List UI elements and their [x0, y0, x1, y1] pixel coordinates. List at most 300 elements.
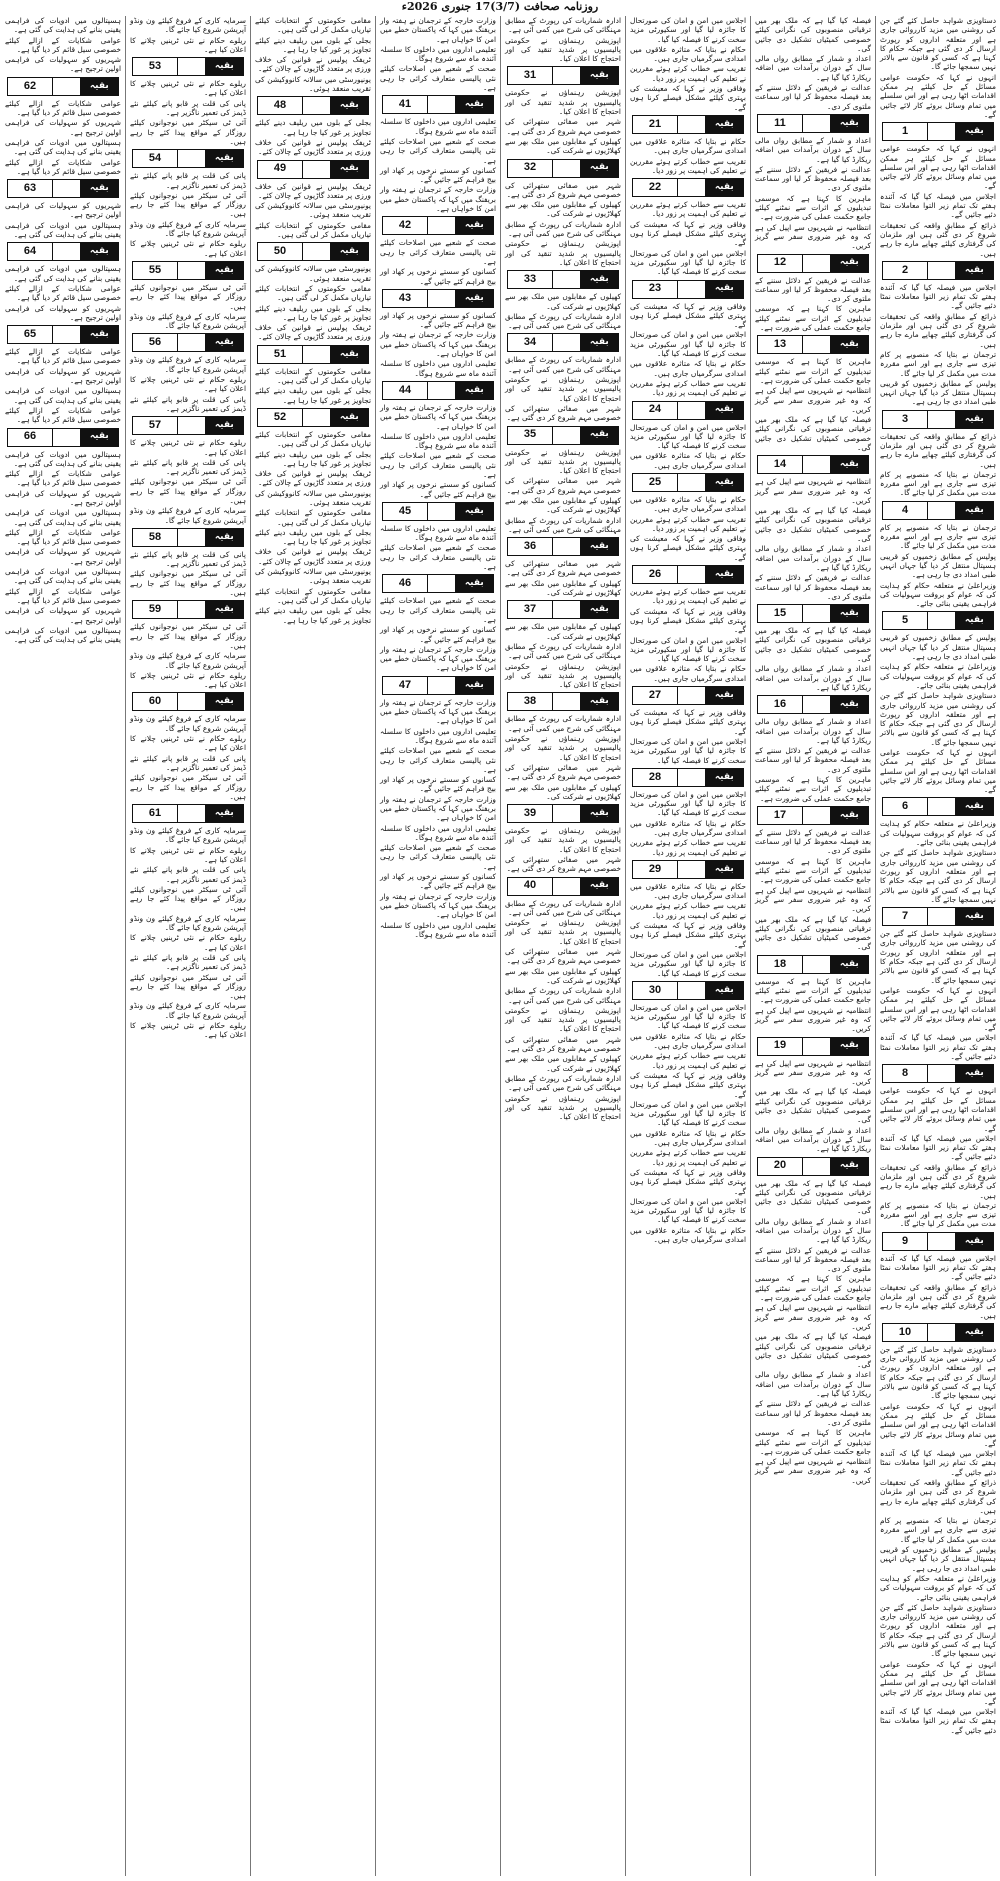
continuation-box — [632, 686, 744, 705]
article-paragraph: انہوں نے کہا کہ حکومت عوامی مسائل کے حل کیلئے ہر ممکن اقدامات اٹھا رہی ہے اور اس سلسلے میں تمام وسائل بروئے کار لائے جائیں گے۔ — [880, 748, 996, 795]
article-paragraph: ہسپتالوں میں ادویات کی فراہمی یقینی بنانے کی ہدایت کی گئی ہے۔ — [5, 386, 121, 405]
continuation-box — [757, 114, 869, 133]
article-paragraph: فیصلہ کیا گیا ہے کہ ملک بھر میں ترقیاتی منصوبوں کی نگرانی کیلئے خصوصی کمیٹیاں تشکیل دی جائیں گی۔ — [755, 1332, 871, 1370]
article-paragraph: صحت کے شعبے میں اصلاحات کیلئے نئی پالیسی متعارف کرائی جا رہی ہے۔ — [380, 64, 496, 93]
continuation-label: بقیہ — [206, 150, 243, 167]
continuation-label: بقیہ — [831, 336, 868, 353]
article-paragraph: یونیورسٹی میں سالانہ کانووکیشن کی تقریب منعقد ہوئی۔ — [255, 488, 371, 507]
article-paragraph: ہسپتالوں میں ادویات کی فراہمی یقینی بنانے کی ہدایت کی گئی ہے۔ — [5, 264, 121, 283]
continuation-box — [132, 261, 244, 280]
continuation-box — [257, 345, 369, 364]
article-paragraph: سرمایہ کاری کے فروغ کیلئے ون ونڈو آپریشن شروع کیا جائے گا۔ — [130, 355, 246, 374]
continuation-box — [257, 408, 369, 427]
article-paragraph: پولیس کے مطابق زخمیوں کو قریبی ہسپتال منتقل کر دیا گیا جہاں انہیں طبی امداد دی جا رہی ہے۔ — [880, 378, 996, 407]
article-paragraph: شہریوں کو سہولیات کی فراہمی اولین ترجیح ہے۔ — [5, 606, 121, 625]
article-paragraph: سرمایہ کاری کے فروغ کیلئے ون ونڈو آپریشن شروع کیا جائے گا۔ — [130, 913, 246, 933]
article-paragraph: بجلی کے بلوں میں ریلیف دینے کیلئے تجاویز پر غور کیا جا رہا ہے۔ — [255, 35, 371, 54]
article-paragraph: مقامی حکومتوں کے انتخابات کیلئے تیاریاں مکمل کر لی گئی ہیں۔ — [255, 586, 371, 605]
continuation-box — [882, 410, 994, 429]
article-paragraph: حکام نے بتایا کہ متاثرہ علاقوں میں امدادی سرگرمیاں جاری ہیں۔ — [630, 451, 746, 470]
continuation-number: 4 — [883, 502, 928, 519]
continuation-box — [882, 1064, 994, 1083]
continuation-label: بقیہ — [581, 601, 618, 618]
continuation-number: 64 — [8, 243, 53, 260]
article-paragraph: صحت کے شعبے میں اصلاحات کیلئے نئی پالیسی متعارف کرائی جا رہی ہے۔ — [380, 746, 496, 774]
article-paragraph: آئی ٹی سیکٹر میں نوجوانوں کیلئے روزگار کے مواقع پیدا کئے جا رہے ہیں۔ — [130, 884, 246, 913]
article-paragraph: ذرائع کے مطابق واقعہ کی تحقیقات شروع کر دی گئی ہیں اور ملزمان کی گرفتاری کیلئے چھاپے مارے جا رہے ہیں۔ — [880, 1478, 996, 1515]
article-paragraph: بجلی کے بلوں میں ریلیف دینے کیلئے تجاویز پر غور کیا جا رہا ہے۔ — [255, 527, 371, 547]
article-paragraph: عدالت نے فریقین کے دلائل سننے کے بعد فیصلہ محفوظ کر لیا اور سماعت ملتوی کر دی۔ — [755, 827, 871, 856]
continuation-label: بقیہ — [706, 982, 743, 999]
continuation-box — [507, 692, 619, 711]
article-paragraph: یونیورسٹی میں سالانہ کانووکیشن کی تقریب منعقد ہوئی۔ — [255, 201, 371, 220]
continuation-label: بقیہ — [206, 529, 243, 546]
continuation-number: 16 — [758, 696, 803, 713]
continuation-label: بقیہ — [206, 693, 243, 710]
article-paragraph: وزیراعلیٰ نے متعلقہ حکام کو ہدایت کی کہ عوام کو بروقت سہولیات کی فراہمی یقینی بنائی جائے۔ — [880, 1573, 996, 1602]
article-paragraph: مقامی حکومتوں کے انتخابات کیلئے تیاریاں مکمل کر لی گئی ہیں۔ — [255, 283, 371, 303]
article-paragraph: اپوزیشن رہنماؤں نے حکومتی پالیسیوں پر شدید تنقید کی اور احتجاج کا اعلان کیا۔ — [505, 1093, 621, 1122]
article-paragraph: ماہرین کا کہنا ہے کہ موسمی تبدیلیوں کے اثرات سے نمٹنے کیلئے جامع حکمت عملی کی ضرورت ہے۔ — [755, 775, 871, 803]
news-column — [253, 16, 373, 1876]
column-divider — [875, 16, 876, 1876]
continuation-label: بقیہ — [956, 502, 993, 519]
continuation-number: 40 — [508, 878, 553, 895]
article-paragraph: ادارہ شماریات کی رپورٹ کے مطابق مہنگائی کی شرح میں کمی آئی ہے۔ — [505, 355, 621, 374]
article-paragraph: ماہرین کا کہنا ہے کہ موسمی تبدیلیوں کے اثرات سے نمٹنے کیلئے جامع حکمت عملی کی ضرورت ہے۔ — [755, 304, 871, 333]
continuation-label: بقیہ — [706, 687, 743, 704]
article-paragraph: ریلوے حکام نے نئی ٹرینیں چلانے کا اعلان کیا ہے۔ — [130, 933, 246, 952]
continuation-box — [882, 907, 994, 926]
article-paragraph: اجلاس میں فیصلہ کیا گیا کہ آئندہ ہفتے تک تمام زیر التوا معاملات نمٹا دئیے جائیں گے۔ — [880, 1133, 996, 1162]
article-paragraph: پولیس کے مطابق زخمیوں کو قریبی ہسپتال منتقل کر دیا گیا جہاں انہیں طبی امداد دی جا رہی ہے۔ — [880, 633, 996, 662]
article-paragraph: شہریوں کو سہولیات کی فراہمی اولین ترجیح ہے۔ — [5, 366, 121, 386]
article-paragraph: یونیورسٹی میں سالانہ کانووکیشن کی تقریب منعقد ہوئی۔ — [255, 74, 371, 94]
article-paragraph: پانی کی قلت پر قابو پانے کیلئے نئے ڈیمز کی تعمیر ناگزیر ہے۔ — [130, 171, 246, 190]
article-paragraph: وزیراعلیٰ نے متعلقہ حکام کو ہدایت کی کہ عوام کو بروقت سہولیات کی فراہمی یقینی بنائی جائے۔ — [880, 580, 996, 609]
continuation-number: 14 — [758, 456, 803, 473]
article-paragraph: فیصلہ کیا گیا ہے کہ ملک بھر میں ترقیاتی منصوبوں کی نگرانی کیلئے خصوصی کمیٹیاں تشکیل دی جائیں گی۔ — [755, 1087, 871, 1125]
article-paragraph: ترجمان نے بتایا کہ منصوبے پر کام تیزی سے جاری ہے اور اسے مقررہ مدت میں مکمل کر لیا جائے گا۔ — [880, 522, 996, 551]
continuation-number: 54 — [133, 150, 178, 167]
article-paragraph: اجلاس میں امن و امان کی صورتحال کا جائزہ لیا گیا اور سکیورٹی مزید سخت کرنے کا فیصلہ کیا گیا۔ — [630, 1099, 746, 1128]
continuation-label: بقیہ — [706, 402, 743, 419]
article-paragraph: ماہرین کا کہنا ہے کہ موسمی تبدیلیوں کے اثرات سے نمٹنے کیلئے جامع حکمت عملی کی ضرورت ہے۔ — [755, 976, 871, 1005]
article-paragraph: سرمایہ کاری کے فروغ کیلئے ون ونڈو آپریشن شروع کیا جائے گا۔ — [130, 16, 246, 35]
continuation-number: 60 — [133, 693, 178, 710]
article-paragraph: تعلیمی اداروں میں داخلوں کا سلسلہ آئندہ ماہ سے شروع ہوگا۔ — [380, 920, 496, 939]
column-divider — [500, 16, 501, 1876]
continuation-number: 55 — [133, 262, 178, 279]
article-paragraph: سرمایہ کاری کے فروغ کیلئے ون ونڈو آپریشن شروع کیا جائے گا۔ — [130, 1001, 246, 1020]
article-paragraph: عوامی شکایات کے ازالے کیلئے خصوصی سیل قائم کر دیا گیا ہے۔ — [5, 283, 121, 303]
continuation-number: 41 — [383, 96, 428, 113]
article-paragraph: اعداد و شمار کے مطابق رواں مالی سال کے دوران برآمدات میں اضافہ ریکارڈ کیا گیا ہے۔ — [755, 1370, 871, 1399]
article-paragraph: ٹریفک پولیس نے قوانین کی خلاف ورزی پر متعدد گاڑیوں کے چالان کئے۔ — [255, 323, 371, 342]
article-paragraph: حکام نے بتایا کہ متاثرہ علاقوں میں امدادی سرگرمیاں جاری ہیں۔ — [630, 1031, 746, 1051]
continuation-label: بقیہ — [956, 798, 993, 815]
article-paragraph: تقریب سے خطاب کرتے ہوئے مقررین نے تعلیم کی اہمیت پر زور دیا۔ — [630, 901, 746, 920]
continuation-box — [757, 1157, 869, 1176]
article-paragraph: حکام نے بتایا کہ متاثرہ علاقوں میں امدادی سرگرمیاں جاری ہیں۔ — [630, 818, 746, 837]
continuation-label: بقیہ — [206, 58, 243, 75]
article-paragraph: شہریوں کو سہولیات کی فراہمی اولین ترجیح ہے۔ — [5, 547, 121, 566]
article-paragraph: سرمایہ کاری کے فروغ کیلئے ون ونڈو آپریشن شروع کیا جائے گا۔ — [130, 651, 246, 670]
article-paragraph: تعلیمی اداروں میں داخلوں کا سلسلہ آئندہ ماہ سے شروع ہوگا۔ — [380, 523, 496, 543]
continuation-number: 26 — [633, 566, 678, 583]
article-paragraph: تعلیمی اداروں میں داخلوں کا سلسلہ آئندہ ماہ سے شروع ہوگا۔ — [380, 44, 496, 64]
continuation-box — [882, 1232, 994, 1251]
continuation-number: 36 — [508, 538, 553, 555]
article-paragraph: صحت کے شعبے میں اصلاحات کیلئے نئی پالیسی متعارف کرائی جا رہی ہے۔ — [380, 843, 496, 871]
article-paragraph: شہریوں کو سہولیات کی فراہمی اولین ترجیح ہے۔ — [5, 488, 121, 507]
article-paragraph: وفاقی وزیر نے کہا کہ معیشت کی بہتری کیلئے مشکل فیصلے کرنا ہوں گے۔ — [630, 708, 746, 736]
continuation-box — [632, 768, 744, 787]
continuation-number: 6 — [883, 798, 928, 815]
article-paragraph: انتظامیہ نے شہریوں سے اپیل کی ہے کہ وہ غیر ضروری سفر سے گریز کریں۔ — [755, 1303, 871, 1331]
article-paragraph: پولیس کے مطابق زخمیوں کو قریبی ہسپتال منتقل کر دیا گیا جہاں انہیں طبی امداد دی جا رہی ہے۔ — [880, 1545, 996, 1573]
continuation-label: بقیہ — [581, 271, 618, 288]
article-paragraph: اپوزیشن رہنماؤں نے حکومتی پالیسیوں پر شدید تنقید کی اور احتجاج کا اعلان کیا۔ — [505, 88, 621, 117]
article-paragraph: شہر میں صفائی ستھرائی کی خصوصی مہم شروع کر دی گئی ہے۔ — [505, 559, 621, 578]
article-paragraph: سرمایہ کاری کے فروغ کیلئے ون ونڈو آپریشن شروع کیا جائے گا۔ — [130, 219, 246, 239]
continuation-box — [132, 57, 244, 76]
article-paragraph: شہر میں صفائی ستھرائی کی خصوصی مہم شروع کر دی گئی ہے۔ — [505, 1034, 621, 1054]
article-paragraph: آئی ٹی سیکٹر میں نوجوانوں کیلئے روزگار کے مواقع پیدا کئے جا رہے ہیں۔ — [130, 569, 246, 598]
continuation-box — [632, 860, 744, 879]
article-paragraph: عدالت نے فریقین کے دلائل سننے کے بعد فیصلہ محفوظ کر لیا اور سماعت ملتوی کر دی۔ — [755, 83, 871, 111]
article-paragraph: اعداد و شمار کے مطابق رواں مالی سال کے دوران برآمدات میں اضافہ ریکارڈ کیا گیا ہے۔ — [755, 664, 871, 692]
article-paragraph: وفاقی وزیر نے کہا کہ معیشت کی بہتری کیلئے مشکل فیصلے کرنا ہوں گے۔ — [630, 921, 746, 949]
continuation-number: 38 — [508, 693, 553, 710]
continuation-label: بقیہ — [831, 456, 868, 473]
continuation-label: بقیہ — [706, 116, 743, 133]
continuation-box — [757, 455, 869, 474]
continuation-number: 50 — [258, 243, 303, 260]
continuation-number: 35 — [508, 427, 553, 444]
continuation-number: 23 — [633, 281, 678, 298]
news-column — [378, 16, 498, 1876]
article-paragraph: کھیلوں کے مقابلوں میں ملک بھر سے کھلاڑیوں نے شرکت کی۔ — [505, 578, 621, 598]
article-paragraph: اپوزیشن رہنماؤں نے حکومتی پالیسیوں پر شدید تنقید کی اور احتجاج کا اعلان کیا۔ — [505, 734, 621, 762]
article-paragraph: صحت کے شعبے میں اصلاحات کیلئے نئی پالیسی متعارف کرائی جا رہی ہے۔ — [380, 543, 496, 572]
article-paragraph: اجلاس میں امن و امان کی صورتحال کا جائزہ لیا گیا اور سکیورٹی مزید سخت کرنے کا فیصلہ کیا گیا۔ — [630, 789, 746, 818]
article-paragraph: اجلاس میں امن و امان کی صورتحال کا جائزہ لیا گیا اور سکیورٹی مزید سخت کرنے کا فیصلہ کیا گیا۔ — [630, 635, 746, 664]
article-paragraph: اپوزیشن رہنماؤں نے حکومتی پالیسیوں پر شدید تنقید کی اور احتجاج کا اعلان کیا۔ — [505, 661, 621, 690]
continuation-label: بقیہ — [456, 217, 493, 234]
article-paragraph: حکام نے بتایا کہ متاثرہ علاقوں میں امدادی سرگرمیاں جاری ہیں۔ — [630, 664, 746, 683]
article-paragraph: مقامی حکومتوں کے انتخابات کیلئے تیاریاں مکمل کر لی گئی ہیں۔ — [255, 508, 371, 527]
article-paragraph: سرمایہ کاری کے فروغ کیلئے ون ونڈو آپریشن شروع کیا جائے گا۔ — [130, 506, 246, 525]
article-paragraph: کسانوں کو سستے نرخوں پر کھاد اور بیج فراہم کئے جائیں گے۔ — [380, 872, 496, 891]
continuation-box — [382, 502, 494, 521]
continuation-box — [882, 501, 994, 520]
continuation-number: 58 — [133, 529, 178, 546]
article-paragraph: پانی کی قلت پر قابو پانے کیلئے نئے ڈیمز کی تعمیر ناگزیر ہے۔ — [130, 98, 246, 118]
article-paragraph: ادارہ شماریات کی رپورٹ کے مطابق مہنگائی کی شرح میں کمی آئی ہے۔ — [505, 898, 621, 917]
article-paragraph: ریلوے حکام نے نئی ٹرینیں چلانے کا اعلان کیا ہے۔ — [130, 845, 246, 864]
continuation-box — [757, 335, 869, 354]
continuation-box — [507, 877, 619, 896]
article-paragraph: عوامی شکایات کے ازالے کیلئے خصوصی سیل قائم کر دیا گیا ہے۔ — [5, 586, 121, 605]
article-paragraph: آئی ٹی سیکٹر میں نوجوانوں کیلئے روزگار کے مواقع پیدا کئے جا رہے ہیں۔ — [130, 972, 246, 1001]
article-paragraph: ریلوے حکام نے نئی ٹرینیں چلانے کا اعلان کیا ہے۔ — [130, 375, 246, 394]
article-paragraph: کھیلوں کے مقابلوں میں ملک بھر سے کھلاڑیوں نے شرکت کی۔ — [505, 782, 621, 801]
article-paragraph: اعداد و شمار کے مطابق رواں مالی سال کے دوران برآمدات میں اضافہ ریکارڈ کیا گیا ہے۔ — [755, 1216, 871, 1245]
continuation-number: 19 — [758, 1038, 803, 1055]
continuation-box — [257, 96, 369, 115]
article-paragraph: اپوزیشن رہنماؤں نے حکومتی پالیسیوں پر شدید تنقید کی اور احتجاج کا اعلان کیا۔ — [505, 918, 621, 946]
article-paragraph: عدالت نے فریقین کے دلائل سننے کے بعد فیصلہ محفوظ کر لیا اور سماعت ملتوی کر دی۔ — [755, 746, 871, 774]
article-paragraph: ٹریفک پولیس نے قوانین کی خلاف ورزی پر متعدد گاڑیوں کے چالان کئے۔ — [255, 137, 371, 157]
continuation-label: بقیہ — [456, 677, 493, 694]
continuation-box — [132, 600, 244, 619]
continuation-label: بقیہ — [581, 160, 618, 177]
article-paragraph: انتظامیہ نے شہریوں سے اپیل کی ہے کہ وہ غیر ضروری سفر سے گریز کریں۔ — [755, 477, 871, 505]
news-column — [3, 16, 123, 1876]
article-paragraph: اپوزیشن رہنماؤں نے حکومتی پالیسیوں پر شدید تنقید کی اور احتجاج کا اعلان کیا۔ — [505, 375, 621, 403]
article-paragraph: ٹریفک پولیس نے قوانین کی خلاف ورزی پر متعدد گاڑیوں کے چالان کئے۔ — [255, 181, 371, 200]
continuation-number: 65 — [8, 326, 53, 343]
article-paragraph: فیصلہ کیا گیا ہے کہ ملک بھر میں ترقیاتی منصوبوں کی نگرانی کیلئے خصوصی کمیٹیاں تشکیل دی جائیں گی۔ — [755, 506, 871, 544]
article-paragraph: حکام نے بتایا کہ متاثرہ علاقوں میں امدادی سرگرمیاں جاری ہیں۔ — [630, 359, 746, 378]
continuation-box — [382, 381, 494, 400]
news-column — [628, 16, 748, 1876]
continuation-box — [7, 242, 119, 261]
article-paragraph: فیصلہ کیا گیا ہے کہ ملک بھر میں ترقیاتی منصوبوں کی نگرانی کیلئے خصوصی کمیٹیاں تشکیل دی جائیں گی۔ — [755, 1178, 871, 1216]
article-paragraph: تقریب سے خطاب کرتے ہوئے مقررین نے تعلیم کی اہمیت پر زور دیا۔ — [630, 587, 746, 606]
article-paragraph: تقریب سے خطاب کرتے ہوئے مقررین نے تعلیم کی اہمیت پر زور دیا۔ — [630, 378, 746, 398]
article-paragraph: عوامی شکایات کے ازالے کیلئے خصوصی سیل قائم کر دیا گیا ہے۔ — [5, 35, 121, 54]
column-divider — [375, 16, 376, 1876]
article-paragraph: ٹریفک پولیس نے قوانین کی خلاف ورزی پر متعدد گاڑیوں کے چالان کئے۔ — [255, 547, 371, 566]
continuation-box — [382, 216, 494, 235]
article-paragraph: صحت کے شعبے میں اصلاحات کیلئے نئی پالیسی متعارف کرائی جا رہی ہے۔ — [380, 136, 496, 165]
continuation-box — [757, 1037, 869, 1056]
continuation-label: بقیہ — [831, 605, 868, 622]
article-paragraph: پانی کی قلت پر قابو پانے کیلئے نئے ڈیمز کی تعمیر ناگزیر ہے۔ — [130, 865, 246, 884]
article-paragraph: کسانوں کو سستے نرخوں پر کھاد اور بیج فراہم کئے جائیں گے۔ — [380, 480, 496, 499]
continuation-label: بقیہ — [581, 805, 618, 822]
continuation-number: 53 — [133, 58, 178, 75]
continuation-label: بقیہ — [206, 262, 243, 279]
article-paragraph: تقریب سے خطاب کرتے ہوئے مقررین نے تعلیم کی اہمیت پر زور دیا۔ — [630, 200, 746, 219]
continuation-number: 24 — [633, 402, 678, 419]
article-paragraph: ترجمان نے بتایا کہ منصوبے پر کام تیزی سے جاری ہے اور اسے مقررہ مدت میں مکمل کر لیا جائے گا۔ — [880, 1200, 996, 1229]
article-paragraph: تعلیمی اداروں میں داخلوں کا سلسلہ آئندہ ماہ سے شروع ہوگا۔ — [380, 726, 496, 745]
article-paragraph: ماہرین کا کہنا ہے کہ موسمی تبدیلیوں کے اثرات سے نمٹنے کیلئے جامع حکمت عملی کی ضرورت ہے۔ — [755, 357, 871, 385]
article-paragraph: تعلیمی اداروں میں داخلوں کا سلسلہ آئندہ ماہ سے شروع ہوگا۔ — [380, 431, 496, 451]
article-paragraph: ریلوے حکام نے نئی ٹرینیں چلانے کا اعلان کیا ہے۔ — [130, 438, 246, 457]
article-paragraph: پانی کی قلت پر قابو پانے کیلئے نئے ڈیمز کی تعمیر ناگزیر ہے۔ — [130, 549, 246, 569]
article-paragraph: کسانوں کو سستے نرخوں پر کھاد اور بیج فراہم کئے جائیں گے۔ — [380, 267, 496, 286]
continuation-label: بقیہ — [956, 612, 993, 629]
article-paragraph: دستاویزی شواہد حاصل کئے گئے جن کی روشنی میں مزید کارروائی جاری ہے اور متعلقہ اداروں کو رپورٹ ارسال کر دی گئی ہے جبکہ حکام کا کہنا ہے کہ کسی کو قانون سے بالاتر نہیں سمجھا جائے گا۔ — [880, 1344, 996, 1401]
article-paragraph: شہریوں کو سہولیات کی فراہمی اولین ترجیح ہے۔ — [5, 118, 121, 137]
article-paragraph: کھیلوں کے مقابلوں میں ملک بھر سے کھلاڑیوں نے شرکت کی۔ — [505, 200, 621, 219]
continuation-box — [632, 178, 744, 197]
article-paragraph: پانی کی قلت پر قابو پانے کیلئے نئے ڈیمز کی تعمیر ناگزیر ہے۔ — [130, 457, 246, 477]
article-paragraph: آئی ٹی سیکٹر میں نوجوانوں کیلئے روزگار کے مواقع پیدا کئے جا رہے ہیں۔ — [130, 773, 246, 801]
article-paragraph: بجلی کے بلوں میں ریلیف دینے کیلئے تجاویز پر غور کیا جا رہا ہے۔ — [255, 449, 371, 468]
article-paragraph: انہوں نے کہا کہ حکومت عوامی مسائل کے حل کیلئے ہر ممکن اقدامات اٹھا رہی ہے اور اس سلسلے میں تمام وسائل بروئے کار لائے جائیں گے۔ — [880, 1659, 996, 1706]
article-paragraph: حکام نے بتایا کہ متاثرہ علاقوں میں امدادی سرگرمیاں جاری ہیں۔ — [630, 44, 746, 64]
article-paragraph: آئی ٹی سیکٹر میں نوجوانوں کیلئے روزگار کے مواقع پیدا کئے جا رہے ہیں۔ — [130, 622, 246, 650]
continuation-label: بقیہ — [331, 243, 368, 260]
continuation-box — [132, 528, 244, 547]
article-paragraph: اجلاس میں امن و امان کی صورتحال کا جائزہ لیا گیا اور سکیورٹی مزید سخت کرنے کا فیصلہ کیا گیا۔ — [630, 736, 746, 765]
article-paragraph: اجلاس میں فیصلہ کیا گیا کہ آئندہ ہفتے تک تمام زیر التوا معاملات نمٹا دئیے جائیں گے۔ — [880, 191, 996, 220]
continuation-label: بقیہ — [81, 78, 118, 95]
article-paragraph: فیصلہ کیا گیا ہے کہ ملک بھر میں ترقیاتی منصوبوں کی نگرانی کیلئے خصوصی کمیٹیاں تشکیل دی جائیں گی۔ — [755, 415, 871, 452]
article-paragraph: اپوزیشن رہنماؤں نے حکومتی پالیسیوں پر شدید تنقید کی اور احتجاج کا اعلان کیا۔ — [505, 447, 621, 476]
article-paragraph: کسانوں کو سستے نرخوں پر کھاد اور بیج فراہم کئے جائیں گے۔ — [380, 625, 496, 644]
article-paragraph: انتظامیہ نے شہریوں سے اپیل کی ہے کہ وہ غیر ضروری سفر سے گریز کریں۔ — [755, 885, 871, 914]
article-paragraph: اعداد و شمار کے مطابق رواں مالی سال کے دوران برآمدات میں اضافہ ریکارڈ کیا گیا ہے۔ — [755, 1125, 871, 1154]
article-paragraph: ترجمان نے بتایا کہ منصوبے پر کام تیزی سے جاری ہے اور اسے مقررہ مدت میں مکمل کر لیا جائے گا۔ — [880, 349, 996, 378]
continuation-label: بقیہ — [456, 503, 493, 520]
continuation-label: بقیہ — [81, 243, 118, 260]
article-paragraph: ہسپتالوں میں ادویات کی فراہمی یقینی بنانے کی ہدایت کی گئی ہے۔ — [5, 567, 121, 586]
article-paragraph: ماہرین کا کہنا ہے کہ موسمی تبدیلیوں کے اثرات سے نمٹنے کیلئے جامع حکمت عملی کی ضرورت ہے۔ — [755, 856, 871, 885]
article-paragraph: بجلی کے بلوں میں ریلیف دینے کیلئے تجاویز پر غور کیا جا رہا ہے۔ — [255, 118, 371, 137]
continuation-box — [132, 692, 244, 711]
continuation-label: بقیہ — [331, 409, 368, 426]
article-paragraph: اجلاس میں فیصلہ کیا گیا کہ آئندہ ہفتے تک تمام زیر التوا معاملات نمٹا دئیے جائیں گے۔ — [880, 1033, 996, 1062]
article-paragraph: صحت کے شعبے میں اصلاحات کیلئے نئی پالیسی متعارف کرائی جا رہی ہے۔ — [380, 238, 496, 266]
continuation-label: بقیہ — [456, 382, 493, 399]
article-paragraph: آئی ٹی سیکٹر میں نوجوانوں کیلئے روزگار کے مواقع پیدا کئے جا رہے ہیں۔ — [130, 190, 246, 219]
article-paragraph: دستاویزی شواہد حاصل کئے گئے جن کی روشنی میں مزید کارروائی جاری ہے اور متعلقہ اداروں کو رپورٹ ارسال کر دی گئی ہے جبکہ حکام کا کہنا ہے کہ کسی کو قانون سے بالاتر نہیں سمجھا جائے گا۔ — [880, 1602, 996, 1659]
article-paragraph: انہوں نے کہا کہ حکومت عوامی مسائل کے حل کیلئے ہر ممکن اقدامات اٹھا رہی ہے اور اس سلسلے میں تمام وسائل بروئے کار لائے جائیں گے۔ — [880, 1086, 996, 1133]
continuation-box — [632, 473, 744, 492]
continuation-number: 62 — [8, 78, 53, 95]
continuation-label: بقیہ — [706, 566, 743, 583]
continuation-label: بقیہ — [956, 1324, 993, 1341]
continuation-label: بقیہ — [81, 326, 118, 343]
article-paragraph: کھیلوں کے مقابلوں میں ملک بھر سے کھلاڑیوں نے شرکت کی۔ — [505, 966, 621, 985]
article-paragraph: انتظامیہ نے شہریوں سے اپیل کی ہے کہ وہ غیر ضروری سفر سے گریز کریں۔ — [755, 1457, 871, 1485]
article-paragraph: ہسپتالوں میں ادویات کی فراہمی یقینی بنانے کی ہدایت کی گئی ہے۔ — [5, 220, 121, 240]
continuation-number: 10 — [883, 1324, 928, 1341]
continuation-label: بقیہ — [456, 575, 493, 592]
continuation-label: بقیہ — [206, 805, 243, 822]
article-paragraph: ادارہ شماریات کی رپورٹ کے مطابق مہنگائی کی شرح میں کمی آئی ہے۔ — [505, 219, 621, 239]
article-paragraph: ماہرین کا کہنا ہے کہ موسمی تبدیلیوں کے اثرات سے نمٹنے کیلئے جامع حکمت عملی کی ضرورت ہے۔ — [755, 1274, 871, 1303]
article-paragraph: ترجمان نے بتایا کہ منصوبے پر کام تیزی سے جاری ہے اور اسے مقررہ مدت میں مکمل کر لیا جائے گا۔ — [880, 469, 996, 498]
article-paragraph: شہر میں صفائی ستھرائی کی خصوصی مہم شروع کر دی گئی ہے۔ — [505, 947, 621, 966]
page-masthead: روزنامہ صحافت (3/7)17 جنوری 2026ء — [401, 0, 599, 13]
article-paragraph: شہریوں کو سہولیات کی فراہمی اولین ترجیح ہے۔ — [5, 303, 121, 322]
article-paragraph: وفاقی وزیر نے کہا کہ معیشت کی بہتری کیلئے مشکل فیصلے کرنا ہوں گے۔ — [630, 606, 746, 635]
article-paragraph: وفاقی وزیر نے کہا کہ معیشت کی بہتری کیلئے مشکل فیصلے کرنا ہوں گے۔ — [630, 1070, 746, 1099]
article-paragraph: اجلاس میں امن و امان کی صورتحال کا جائزہ لیا گیا اور سکیورٹی مزید سخت کرنے کا فیصلہ کیا گیا۔ — [630, 422, 746, 451]
article-paragraph: عدالت نے فریقین کے دلائل سننے کے بعد فیصلہ محفوظ کر لیا اور سماعت ملتوی کر دی۔ — [755, 275, 871, 304]
article-paragraph: ہسپتالوں میں ادویات کی فراہمی یقینی بنانے کی ہدایت کی گئی ہے۔ — [5, 625, 121, 645]
article-paragraph: ذرائع کے مطابق واقعہ کی تحقیقات شروع کر دی گئی ہیں اور ملزمان کی گرفتاری کیلئے چھاپے مارے جا رہے ہیں۔ — [880, 311, 996, 349]
continuation-label: بقیہ — [581, 693, 618, 710]
continuation-number: 49 — [258, 161, 303, 178]
article-paragraph: ہسپتالوں میں ادویات کی فراہمی یقینی بنانے کی ہدایت کی گئی ہے۔ — [5, 449, 121, 468]
article-paragraph: ادارہ شماریات کی رپورٹ کے مطابق مہنگائی کی شرح میں کمی آئی ہے۔ — [505, 714, 621, 733]
continuation-label: بقیہ — [831, 1038, 868, 1055]
continuation-box — [132, 333, 244, 352]
article-paragraph: کسانوں کو سستے نرخوں پر کھاد اور بیج فراہم کئے جائیں گے۔ — [380, 165, 496, 185]
article-paragraph: وزارت خارجہ کے ترجمان نے ہفتہ وار بریفنگ میں کہا کہ پاکستان خطے میں امن کا خواہاں ہے۔ — [380, 794, 496, 823]
continuation-number: 48 — [258, 97, 303, 114]
article-paragraph: مقامی حکومتوں کے انتخابات کیلئے تیاریاں مکمل کر لی گئی ہیں۔ — [255, 429, 371, 449]
continuation-box — [507, 804, 619, 823]
article-paragraph: انتظامیہ نے شہریوں سے اپیل کی ہے کہ وہ غیر ضروری سفر سے گریز کریں۔ — [755, 1058, 871, 1087]
continuation-box — [7, 77, 119, 96]
article-paragraph: انتظامیہ نے شہریوں سے اپیل کی ہے کہ وہ غیر ضروری سفر سے گریز کریں۔ — [755, 222, 871, 251]
article-paragraph: وفاقی وزیر نے کہا کہ معیشت کی بہتری کیلئے مشکل فیصلے کرنا ہوں گے۔ — [630, 84, 746, 112]
continuation-number: 33 — [508, 271, 553, 288]
article-paragraph: ادارہ شماریات کی رپورٹ کے مطابق مہنگائی کی شرح میں کمی آئی ہے۔ — [505, 641, 621, 661]
continuation-box — [507, 66, 619, 85]
article-paragraph: بجلی کے بلوں میں ریلیف دینے کیلئے تجاویز پر غور کیا جا رہا ہے۔ — [255, 386, 371, 405]
continuation-label: بقیہ — [706, 861, 743, 878]
article-paragraph: ذرائع کے مطابق واقعہ کی تحقیقات شروع کر دی گئی ہیں اور ملزمان کی گرفتاری کیلئے چھاپے مارے جا رہے ہیں۔ — [880, 431, 996, 469]
continuation-number: 32 — [508, 160, 553, 177]
continuation-box — [507, 270, 619, 289]
article-paragraph: ادارہ شماریات کی رپورٹ کے مطابق مہنگائی کی شرح میں کمی آئی ہے۔ — [505, 1073, 621, 1093]
article-paragraph: بجلی کے بلوں میں ریلیف دینے کیلئے تجاویز پر غور کیا جا رہا ہے۔ — [255, 606, 371, 625]
continuation-box — [507, 426, 619, 445]
article-paragraph: حکام نے بتایا کہ متاثرہ علاقوں میں امدادی سرگرمیاں جاری ہیں۔ — [630, 1225, 746, 1244]
continuation-label: بقیہ — [831, 696, 868, 713]
article-paragraph: شہر میں صفائی ستھرائی کی خصوصی مہم شروع کر دی گئی ہے۔ — [505, 403, 621, 423]
continuation-box — [882, 1323, 994, 1342]
article-paragraph: اجلاس میں امن و امان کی صورتحال کا جائزہ لیا گیا اور سکیورٹی مزید سخت کرنے کا فیصلہ کیا گیا۔ — [630, 1196, 746, 1225]
article-paragraph: یونیورسٹی میں سالانہ کانووکیشن کی تقریب منعقد ہوئی۔ — [255, 567, 371, 586]
article-paragraph: انہوں نے کہا کہ حکومت عوامی مسائل کے حل کیلئے ہر ممکن اقدامات اٹھا رہی ہے اور اس سلسلے میں تمام وسائل بروئے کار لائے جائیں گے۔ — [880, 985, 996, 1033]
continuation-label: بقیہ — [831, 807, 868, 824]
continuation-number: 59 — [133, 601, 178, 618]
continuation-box — [632, 115, 744, 134]
continuation-number: 34 — [508, 334, 553, 351]
continuation-box — [632, 565, 744, 584]
continuation-number: 39 — [508, 805, 553, 822]
article-paragraph: شہریوں کو سہولیات کی فراہمی اولین ترجیح ہے۔ — [5, 201, 121, 220]
continuation-number: 21 — [633, 116, 678, 133]
article-paragraph: سرمایہ کاری کے فروغ کیلئے ون ونڈو آپریشن شروع کیا جائے گا۔ — [130, 826, 246, 845]
article-paragraph: آئی ٹی سیکٹر میں نوجوانوں کیلئے روزگار کے مواقع پیدا کئے جا رہے ہیں۔ — [130, 282, 246, 311]
continuation-number: 9 — [883, 1233, 928, 1250]
continuation-number: 29 — [633, 861, 678, 878]
continuation-number: 20 — [758, 1158, 803, 1175]
article-paragraph: ذرائع کے مطابق واقعہ کی تحقیقات شروع کر دی گئی ہیں اور ملزمان کی گرفتاری کیلئے چھاپے مارے جا رہے ہیں۔ — [880, 1162, 996, 1200]
continuation-box — [382, 676, 494, 695]
continuation-label: بقیہ — [331, 346, 368, 363]
article-paragraph: وزارت خارجہ کے ترجمان نے ہفتہ وار بریفنگ میں کہا کہ پاکستان خطے میں امن کا خواہاں ہے۔ — [380, 891, 496, 920]
continuation-box — [132, 804, 244, 823]
article-paragraph: اجلاس میں امن و امان کی صورتحال کا جائزہ لیا گیا اور سکیورٹی مزید سخت کرنے کا فیصلہ کیا گیا۔ — [630, 1002, 746, 1031]
continuation-number: 57 — [133, 417, 178, 434]
article-paragraph: ذرائع کے مطابق واقعہ کی تحقیقات شروع کر دی گئی ہیں اور ملزمان کی گرفتاری کیلئے چھاپے مارے جا رہے ہیں۔ — [880, 1282, 996, 1320]
article-paragraph: ہسپتالوں میں ادویات کی فراہمی یقینی بنانے کی ہدایت کی گئی ہے۔ — [5, 16, 121, 35]
continuation-label: بقیہ — [831, 956, 868, 973]
article-paragraph: وفاقی وزیر نے کہا کہ معیشت کی بہتری کیلئے مشکل فیصلے کرنا ہوں گے۔ — [630, 1167, 746, 1196]
article-paragraph: ہسپتالوں میں ادویات کی فراہمی یقینی بنانے کی ہدایت کی گئی ہے۔ — [5, 137, 121, 157]
continuation-label: بقیہ — [831, 1158, 868, 1175]
article-paragraph: ماہرین کا کہنا ہے کہ موسمی تبدیلیوں کے اثرات سے نمٹنے کیلئے جامع حکمت عملی کی ضرورت ہے۔ — [755, 193, 871, 222]
continuation-number: 22 — [633, 179, 678, 196]
article-paragraph: انتظامیہ نے شہریوں سے اپیل کی ہے کہ وہ غیر ضروری سفر سے گریز کریں۔ — [755, 386, 871, 414]
article-paragraph: فیصلہ کیا گیا ہے کہ ملک بھر میں ترقیاتی منصوبوں کی نگرانی کیلئے خصوصی کمیٹیاں تشکیل دی جائیں گی۔ — [755, 914, 871, 952]
article-paragraph: اجلاس میں امن و امان کی صورتحال کا جائزہ لیا گیا اور سکیورٹی مزید سخت کرنے کا فیصلہ کیا گیا۔ — [630, 949, 746, 978]
continuation-number: 43 — [383, 290, 428, 307]
